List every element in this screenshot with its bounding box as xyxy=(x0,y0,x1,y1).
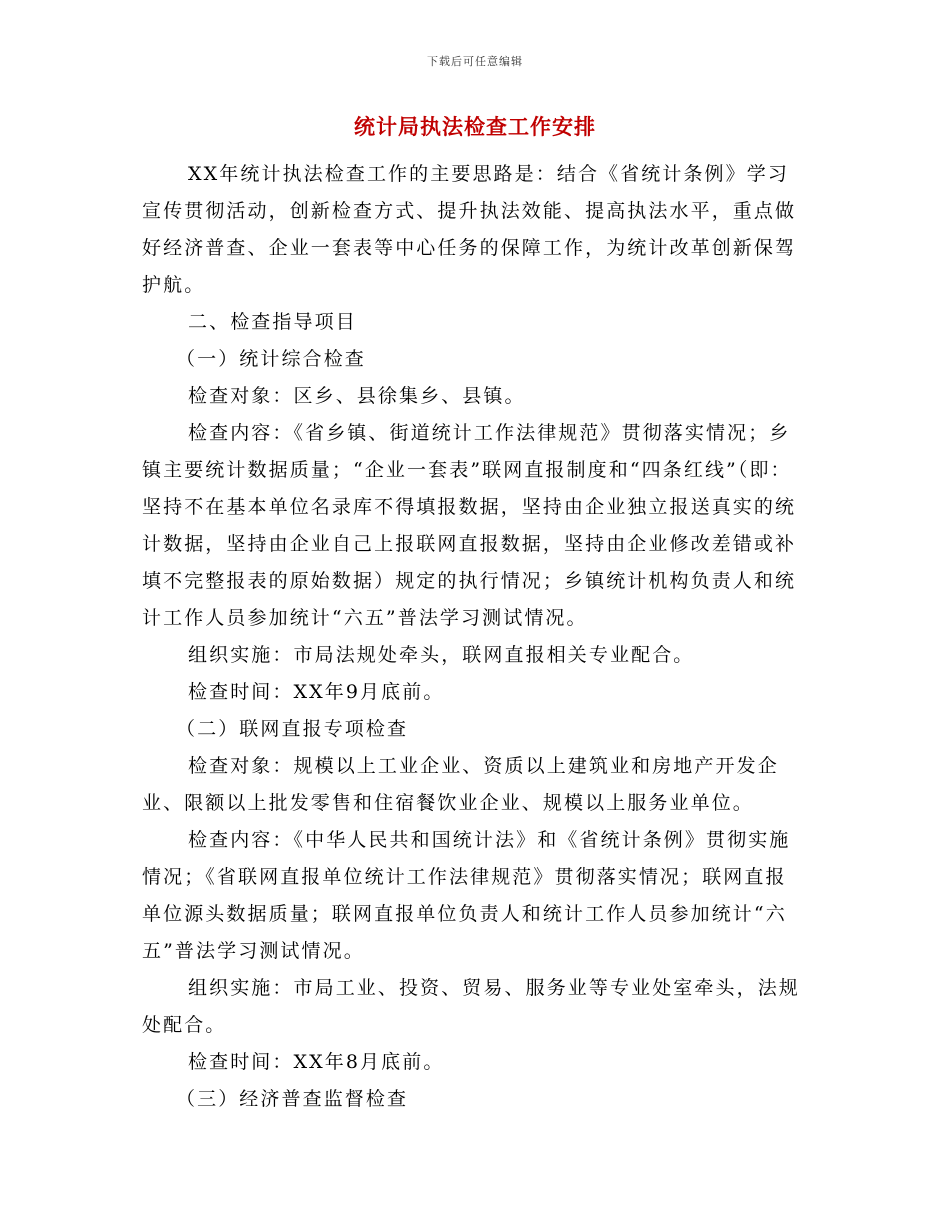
paragraph-inspection-content: 检查内容：《省乡镇、街道统计工作法律规范》贯彻落实情况；乡镇主要统计数据质量；“企业一套表”联网直报制度和“四条红线”（即：坚持不在基本单位名录库不得填报数据，坚持由企业独立报送真实的统计数据，坚持由企业自己上报联网直报数据，坚持由企业修改差错或补填不完整报表的原始数据）规定的执行情况；乡镇统计机构负责人和统计工作人员参加统计“六五”普法学习测试情况。 xyxy=(142,422,797,629)
document-title: 统计局执法检查工作安排 xyxy=(354,114,596,139)
subsection-heading: （三）经济普查监督检查 xyxy=(176,1088,409,1110)
paragraph-intro: XX年统计执法检查工作的主要思路是：结合《省统计条例》学习宣传贯彻活动，创新检查方式、提升执法效能、提高执法水平，重点做好经济普查、企业一套表等中心任务的保障工作，为统计改革创新保驾护航。 xyxy=(142,163,797,296)
header-note: 下载后可任意编辑 xyxy=(427,55,523,68)
paragraph-inspection-content: 检查内容：《中华人民共和国统计法》和《省统计条例》贯彻实施情况；《省联网直报单位统计工作法律规范》贯彻落实情况；联网直报单位源头数据质量；联网直报单位负责人和统计工作人员参加统计“六五”普法学习测试情况。 xyxy=(142,829,791,962)
paragraph-inspection-target: 检查对象：规模以上工业企业、资质以上建筑业和房地产开发企业、限额以上批发零售和住宿餐饮业企业、规模以上服务业单位。 xyxy=(142,755,779,814)
paragraph-organization: 组织实施：市局法规处牵头，联网直报相关专业配合。 xyxy=(188,644,695,666)
document-body xyxy=(142,156,802,1118)
subsection-heading: （二）联网直报专项检查 xyxy=(176,718,409,740)
paragraph-organization: 组织实施：市局工业、投资、贸易、服务业等专业处室牵头，法规处配合。 xyxy=(142,977,800,1036)
paragraph-inspection-target: 检查对象：区乡、县徐集乡、县镇。 xyxy=(188,385,526,407)
section-heading: 二、检查指导项目 xyxy=(188,311,357,333)
subsection-heading: （一）统计综合检查 xyxy=(176,348,366,370)
paragraph-inspection-time: 检查时间：XX年9月底前。 xyxy=(188,681,445,703)
paragraph-inspection-time: 检查时间：XX年8月底前。 xyxy=(188,1051,445,1073)
